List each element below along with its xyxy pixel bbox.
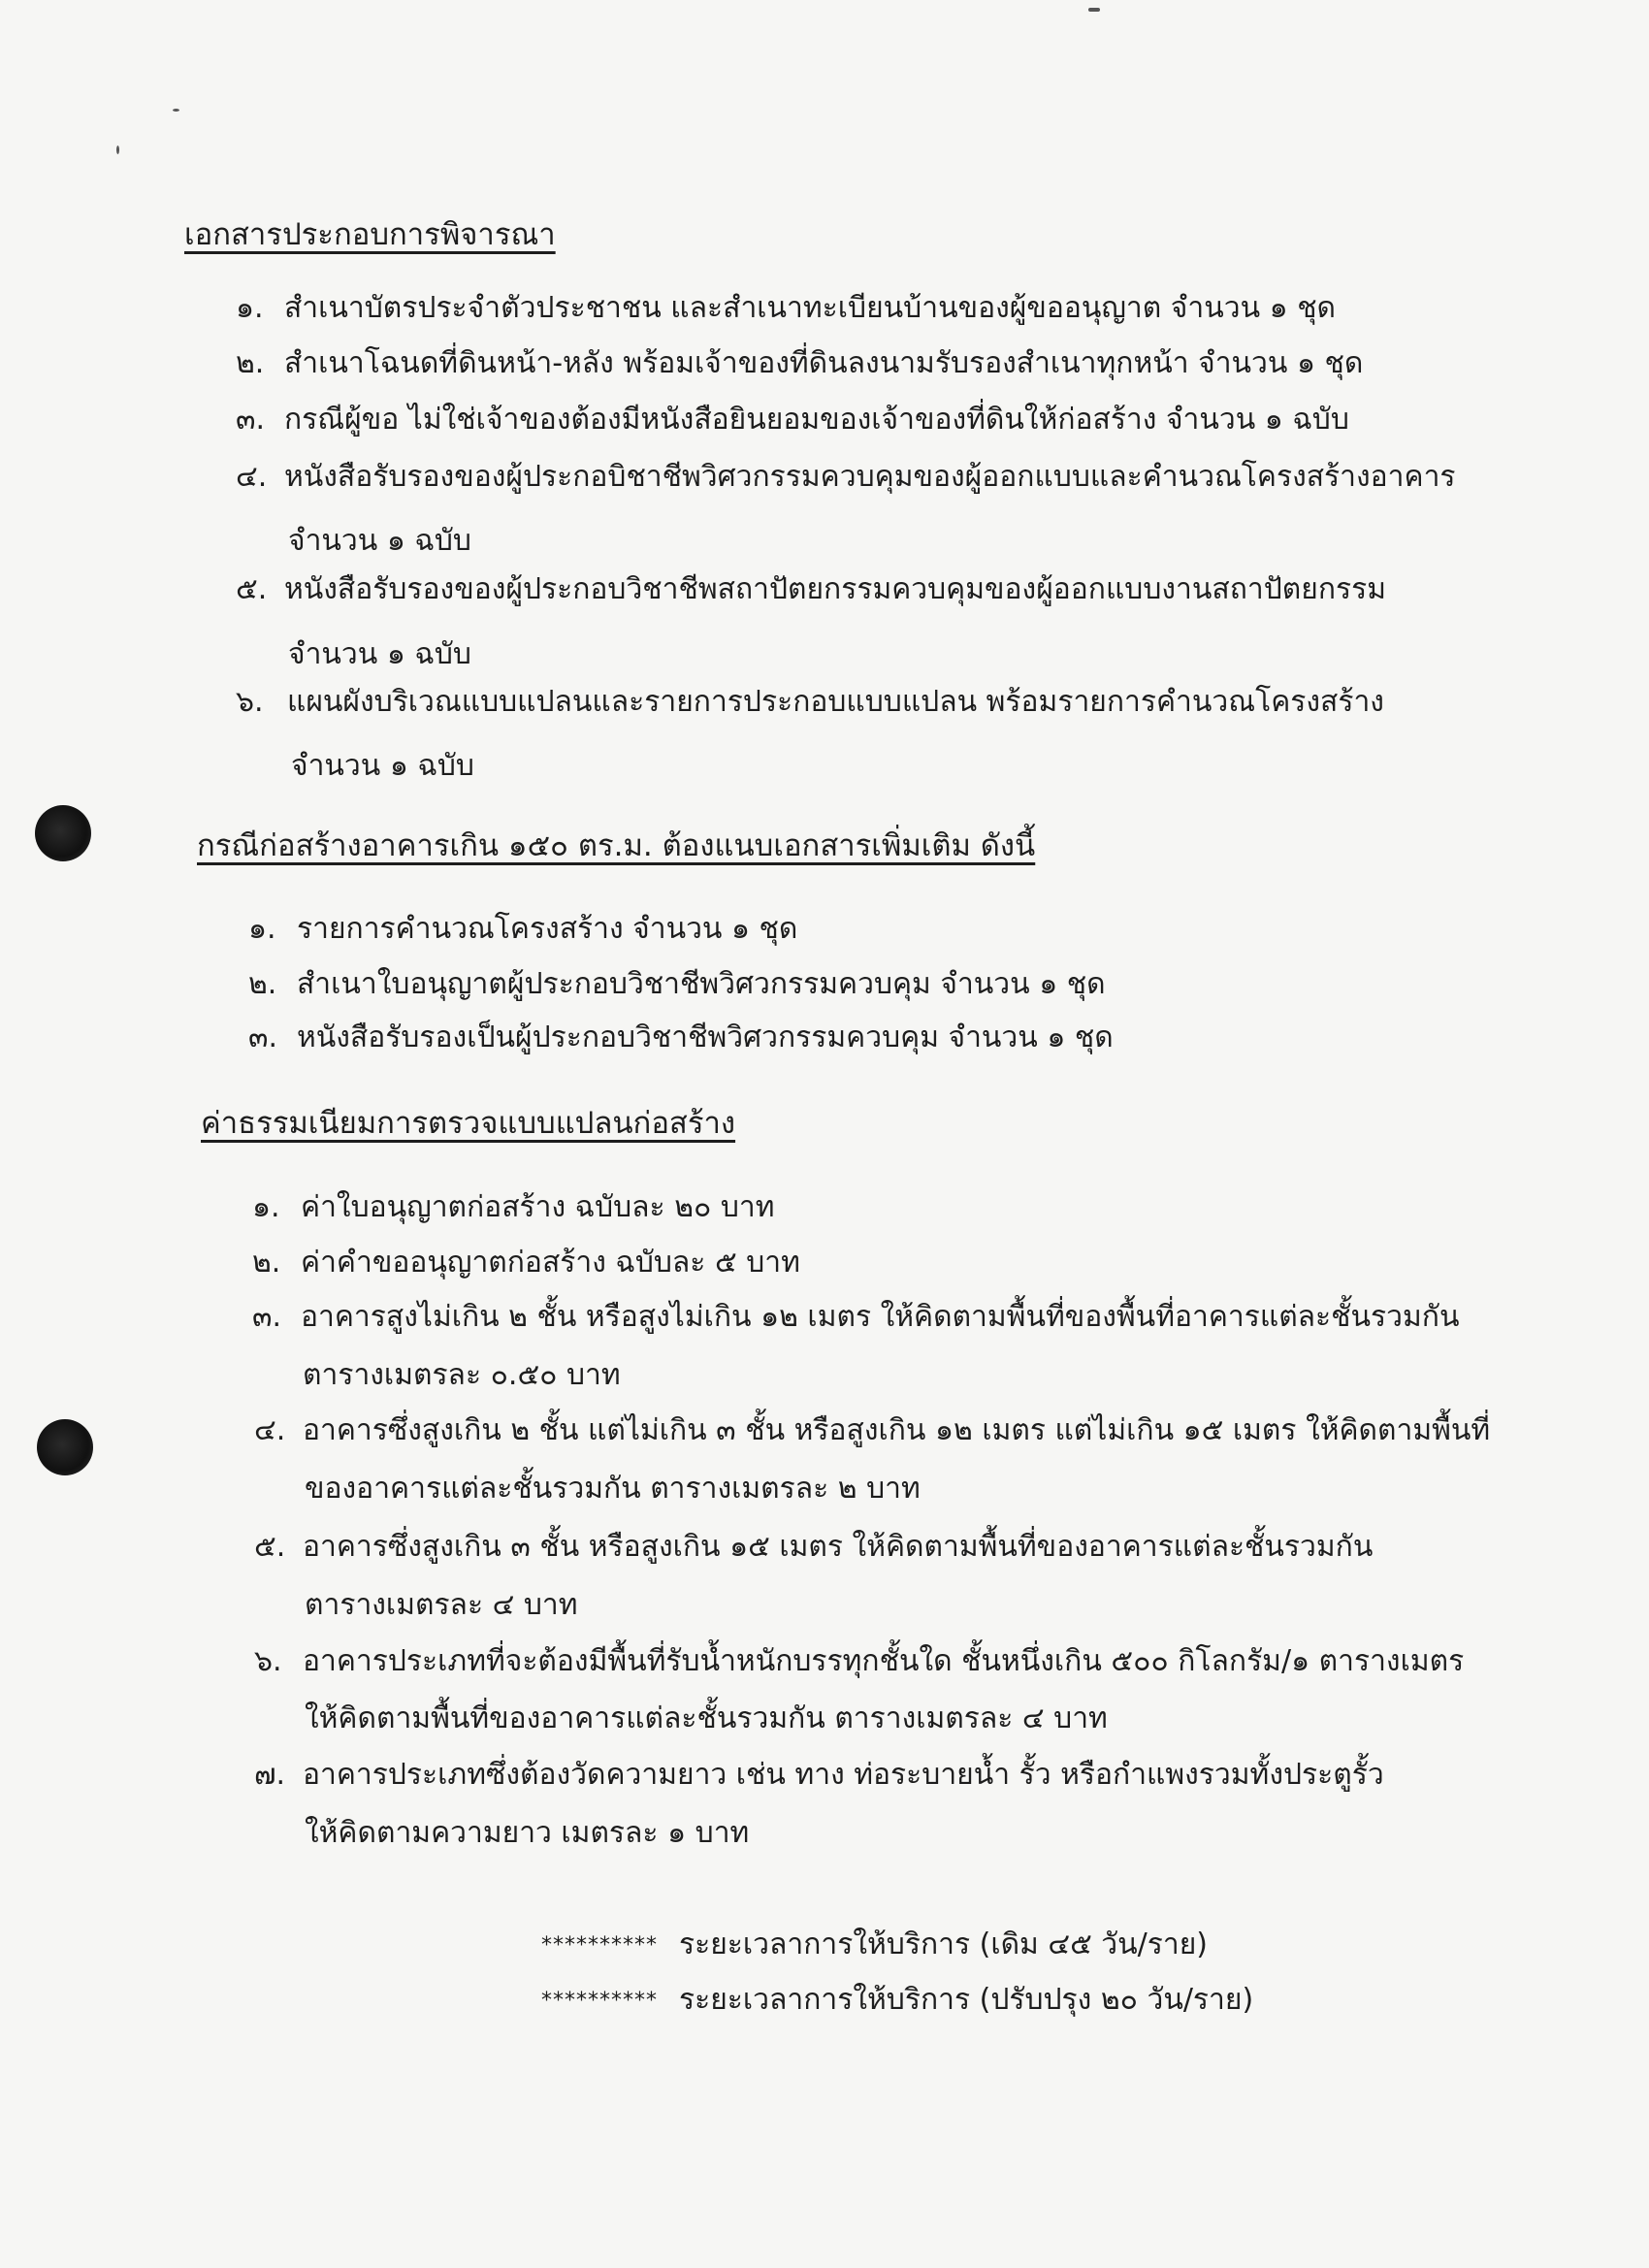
- item-text: อาคารสูงไม่เกิน ๒ ชั้น หรือสูงไม่เกิน ๑๒ เมตร ให้คิดตามพื้นที่ของพื้นที่อาคารแต่ละชั้นรวมกัน: [301, 1300, 1460, 1334]
- item-number: ๓.: [248, 1021, 278, 1054]
- item-continuation: ให้คิดตามพื้นที่ของอาคารแต่ละชั้นรวมกัน ตารางเมตรละ ๔ บาท: [305, 1701, 1108, 1735]
- item-number: ๕.: [254, 1530, 286, 1564]
- item-number: ๓.: [252, 1300, 282, 1334]
- item-text: ค่าใบอนุญาตก่อสร้าง ฉบับละ ๒๐ บาท: [301, 1190, 775, 1224]
- item-number: ๒.: [236, 346, 265, 380]
- item-continuation: ตารางเมตรละ ๐.๕๐ บาท: [303, 1358, 621, 1392]
- item-number: ๓.: [236, 403, 266, 437]
- item-text: กรณีผู้ขอ ไม่ใช่เจ้าของต้องมีหนังสือยินยอมของเจ้าของที่ดินให้ก่อสร้าง จำนวน ๑ ฉบับ: [284, 403, 1349, 437]
- item-text: หนังสือรับรองของผู้ประกอบวิชาชีพสถาปัตยกรรมควบคุมของผู้ออกแบบงานสถาปัตยกรรม: [284, 572, 1386, 606]
- item-text: อาคารซึ่งสูงเกิน ๓ ชั้น หรือสูงเกิน ๑๕ เมตร ให้คิดตามพื้นที่ของอาคารแต่ละชั้นรวมกัน: [303, 1530, 1374, 1564]
- item-text: หนังสือรับรองเป็นผู้ประกอบวิชาชีพวิศวกรรมควบคุม จำนวน ๑ ชุด: [297, 1021, 1114, 1054]
- item-text: ค่าคำขออนุญาตก่อสร้าง ฉบับละ ๕ บาท: [301, 1246, 800, 1280]
- item-number: ๗.: [254, 1758, 286, 1792]
- asterisk-marker: **********: [541, 1988, 658, 2013]
- service-time-text: ระยะเวลาการให้บริการ (เดิม ๔๕ วัน/ราย): [679, 1928, 1209, 1961]
- item-number: ๒.: [248, 967, 277, 1001]
- item-text: สำเนาโฉนดที่ดินหน้า-หลัง พร้อมเจ้าของที่ดินลงนามรับรองสำเนาทุกหน้า จำนวน ๑ ชุด: [284, 346, 1364, 380]
- item-number: ๑.: [252, 1190, 280, 1224]
- item-text: หนังสือรับรองของผู้ประกอบิชาชีพวิศวกรรมควบคุมของผู้ออกแบบและคำนวณโครงสร้างอาคาร: [284, 460, 1456, 494]
- asterisk-marker: **********: [541, 1932, 658, 1958]
- item-continuation: จำนวน ๑ ฉบับ: [291, 749, 474, 783]
- item-continuation: จำนวน ๑ ฉบับ: [288, 637, 471, 671]
- section-heading-fees: ค่าธรรมเนียมการตรวจแบบแปลนก่อสร้าง: [201, 1106, 736, 1141]
- item-number: ๕.: [236, 572, 268, 606]
- section-heading-documents: เอกสารประกอบการพิจารณา: [184, 217, 556, 252]
- scan-speck: [1088, 8, 1100, 12]
- punch-hole: [35, 805, 91, 861]
- item-continuation: ตารางเมตรละ ๔ บาท: [305, 1588, 578, 1622]
- item-text: สำเนาใบอนุญาตผู้ประกอบวิชาชีพวิศวกรรมควบคุม จำนวน ๑ ชุด: [297, 967, 1106, 1001]
- item-text: รายการคำนวณโครงสร้าง จำนวน ๑ ชุด: [297, 912, 798, 946]
- item-number: ๔.: [254, 1413, 286, 1447]
- item-number: ๒.: [252, 1246, 281, 1280]
- item-number: ๑.: [236, 291, 264, 325]
- item-text: สำเนาบัตรประจำตัวประชาชน และสำเนาทะเบียนบ้านของผู้ขออนุญาต จำนวน ๑ ชุด: [284, 291, 1337, 325]
- item-number: ๔.: [236, 460, 268, 494]
- item-text: อาคารซึ่งสูงเกิน ๒ ชั้น แต่ไม่เกิน ๓ ชั้น หรือสูงเกิน ๑๒ เมตร แต่ไม่เกิน ๑๕ เมตร ให้คิดตามพื้นที่: [303, 1413, 1491, 1447]
- scan-speck: [116, 146, 119, 154]
- item-continuation: ของอาคารแต่ละชั้นรวมกัน ตารางเมตรละ ๒ บาท: [305, 1472, 921, 1506]
- service-time-original: [541, 1926, 1208, 1965]
- item-continuation: จำนวน ๑ ฉบับ: [288, 524, 471, 558]
- service-time-revised: [541, 1981, 1253, 2021]
- item-number: ๖.: [254, 1644, 282, 1678]
- item-number: ๑.: [248, 912, 276, 946]
- punch-hole: [37, 1419, 93, 1475]
- item-text: แผนผังบริเวณแบบแปลนและรายการประกอบแบบแปลน พร้อมรายการคำนวณโครงสร้าง: [287, 685, 1384, 719]
- item-text: อาคารประเภทที่จะต้องมีพื้นที่รับน้ำหนักบรรทุกชั้นใด ชั้นหนึ่งเกิน ๕๐๐ กิโลกรัม/๑ ตารางเมตร: [303, 1644, 1465, 1678]
- section-heading-additional-documents: กรณีก่อสร้างอาคารเกิน ๑๕๐ ตร.ม. ต้องแนบเอกสารเพิ่มเติม ดังนี้: [197, 828, 1036, 863]
- item-text: อาคารประเภทซึ่งต้องวัดความยาว เช่น ทาง ท่อระบายน้ำ รั้ว หรือกำแพงรวมทั้งประตูรั้ว: [303, 1758, 1384, 1792]
- service-time-text: ระยะเวลาการให้บริการ (ปรับปรุง ๒๐ วัน/ราย): [679, 1983, 1254, 2017]
- item-number: ๖.: [236, 685, 264, 719]
- item-continuation: ให้คิดตามความยาว เมตรละ ๑ บาท: [305, 1816, 750, 1850]
- scan-speck: [173, 109, 179, 112]
